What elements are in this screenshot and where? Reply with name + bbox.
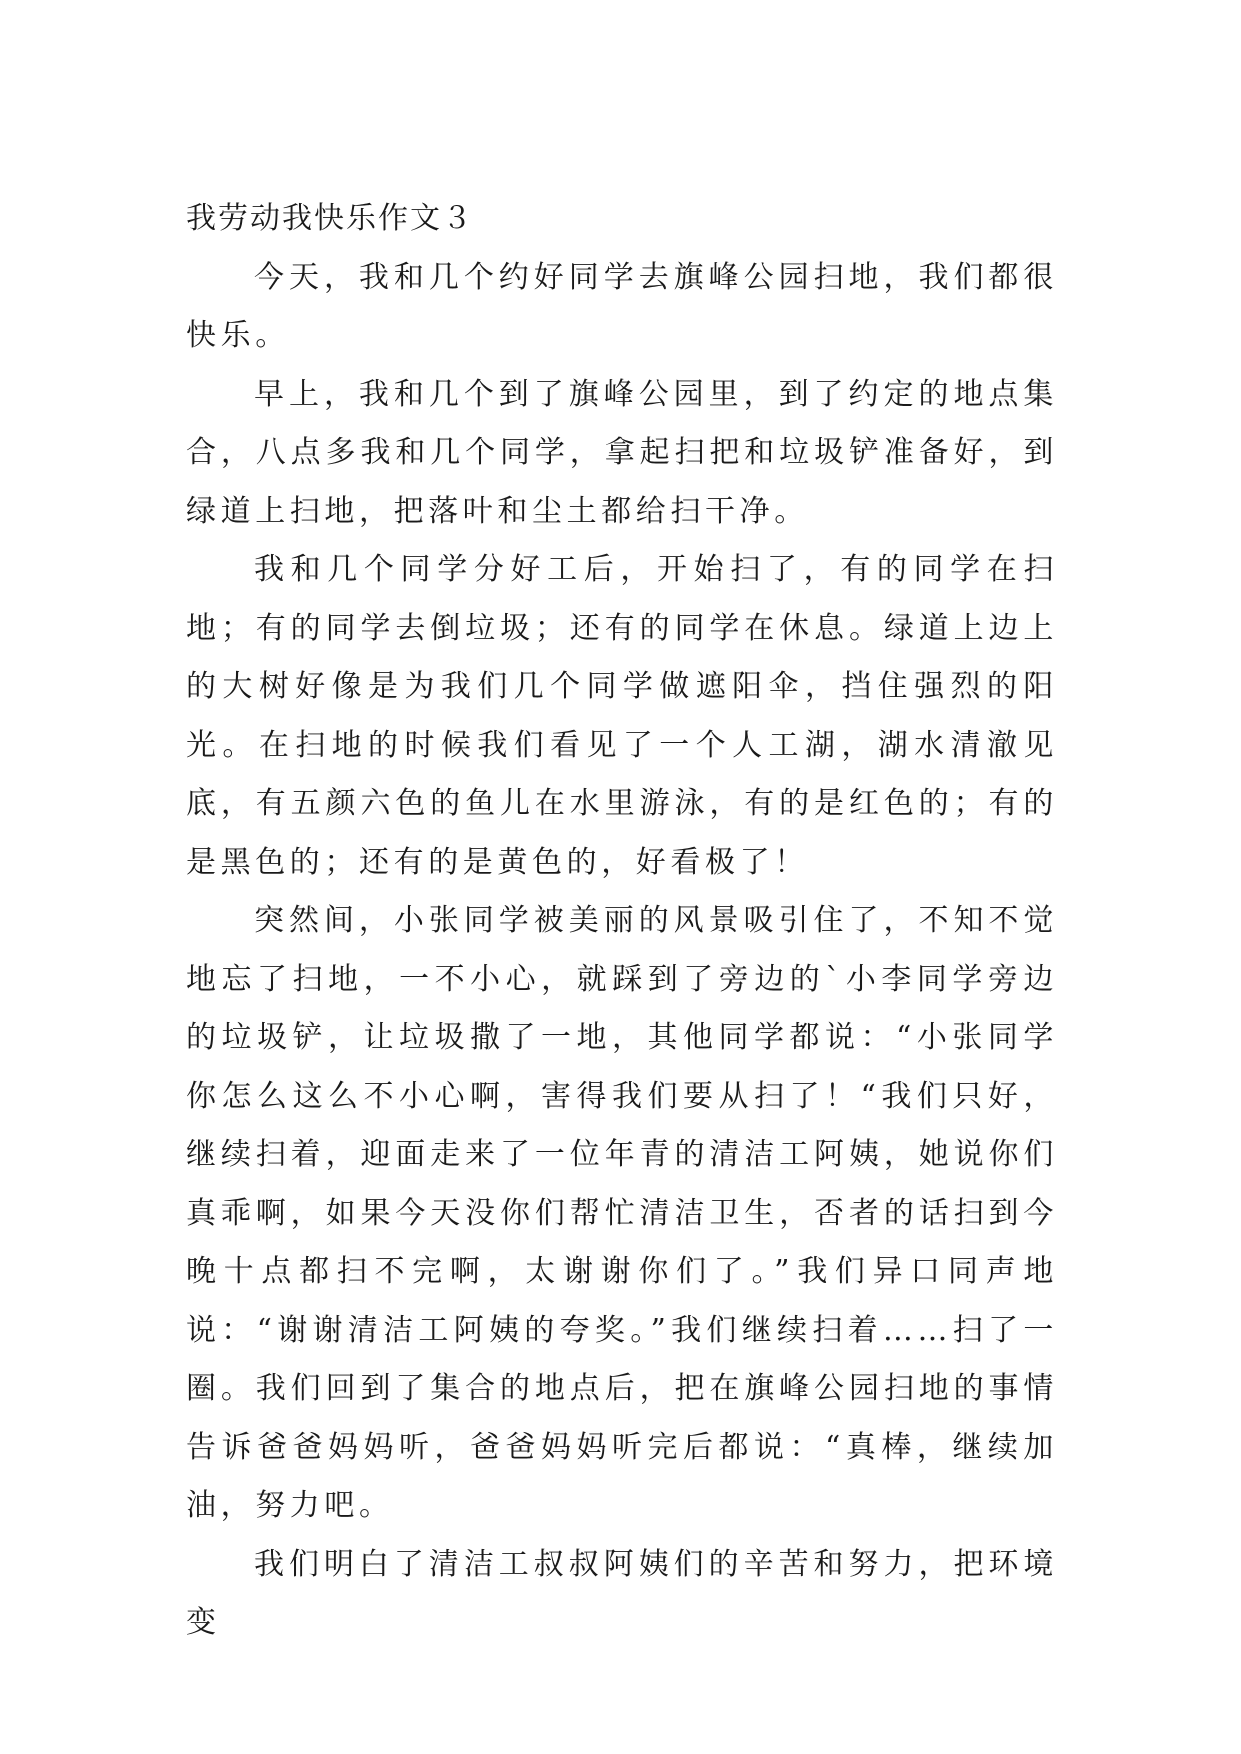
essay-paragraph-3: 我和几个同学分好工后，开始扫了，有的同学在扫地；有的同学去倒垃圾；还有的同学在休息。绿道上边上的大树好像是为我们几个同学做遮阳伞，挡住强烈的阳光。在扫地的时候我们看见了一个人工湖，湖水清澈见底，有五颜六色的鱼儿在水里游泳，有的是红色的；有的是黑色的；还有的是黄色的，好看极了！ bbox=[186, 552, 1058, 880]
essay-paragraph-2: 早上，我和几个到了旗峰公园里，到了约定的地点集合，八点多我和几个同学，拿起扫把和垃圾铲准备好，到绿道上扫地，把落叶和尘土都给扫干净。 bbox=[186, 376, 1058, 529]
essay-paragraph-4: 突然间，小张同学被美丽的风景吸引住了，不知不觉地忘了扫地，一不小心，就踩到了旁边的`小李同学旁边的垃圾铲，让垃圾撒了一地，其他同学都说：“小张同学你怎么这么不小心啊，害得我们要从扫了！“我们只好，继续扫着，迎面走来了一位年青的清洁工阿姨，她说你们真乖啊，如果今天没你们帮忙清洁卫生，否者的话扫到今晚十点都扫不完啊，太谢谢你们了。”我们异口同声地说：“谢谢清洁工阿姨的夸奖。”我们继续扫着……扫了一圈。我们回到了集合的地点后，把在旗峰公园扫地的事情告诉爸爸妈妈听，爸爸妈妈听完后都说：“真棒，继续加油，努力吧。 bbox=[186, 903, 1058, 1523]
essay-body bbox=[186, 190, 1058, 1653]
essay-paragraph-5: 我们明白了清洁工叔叔阿姨们的辛苦和努力，把环境变 bbox=[186, 1546, 1058, 1640]
essay-title: 我劳动我快乐作文３ bbox=[186, 201, 474, 236]
essay-paragraph-1: 今天，我和几个约好同学去旗峰公园扫地，我们都很快乐。 bbox=[186, 259, 1058, 353]
